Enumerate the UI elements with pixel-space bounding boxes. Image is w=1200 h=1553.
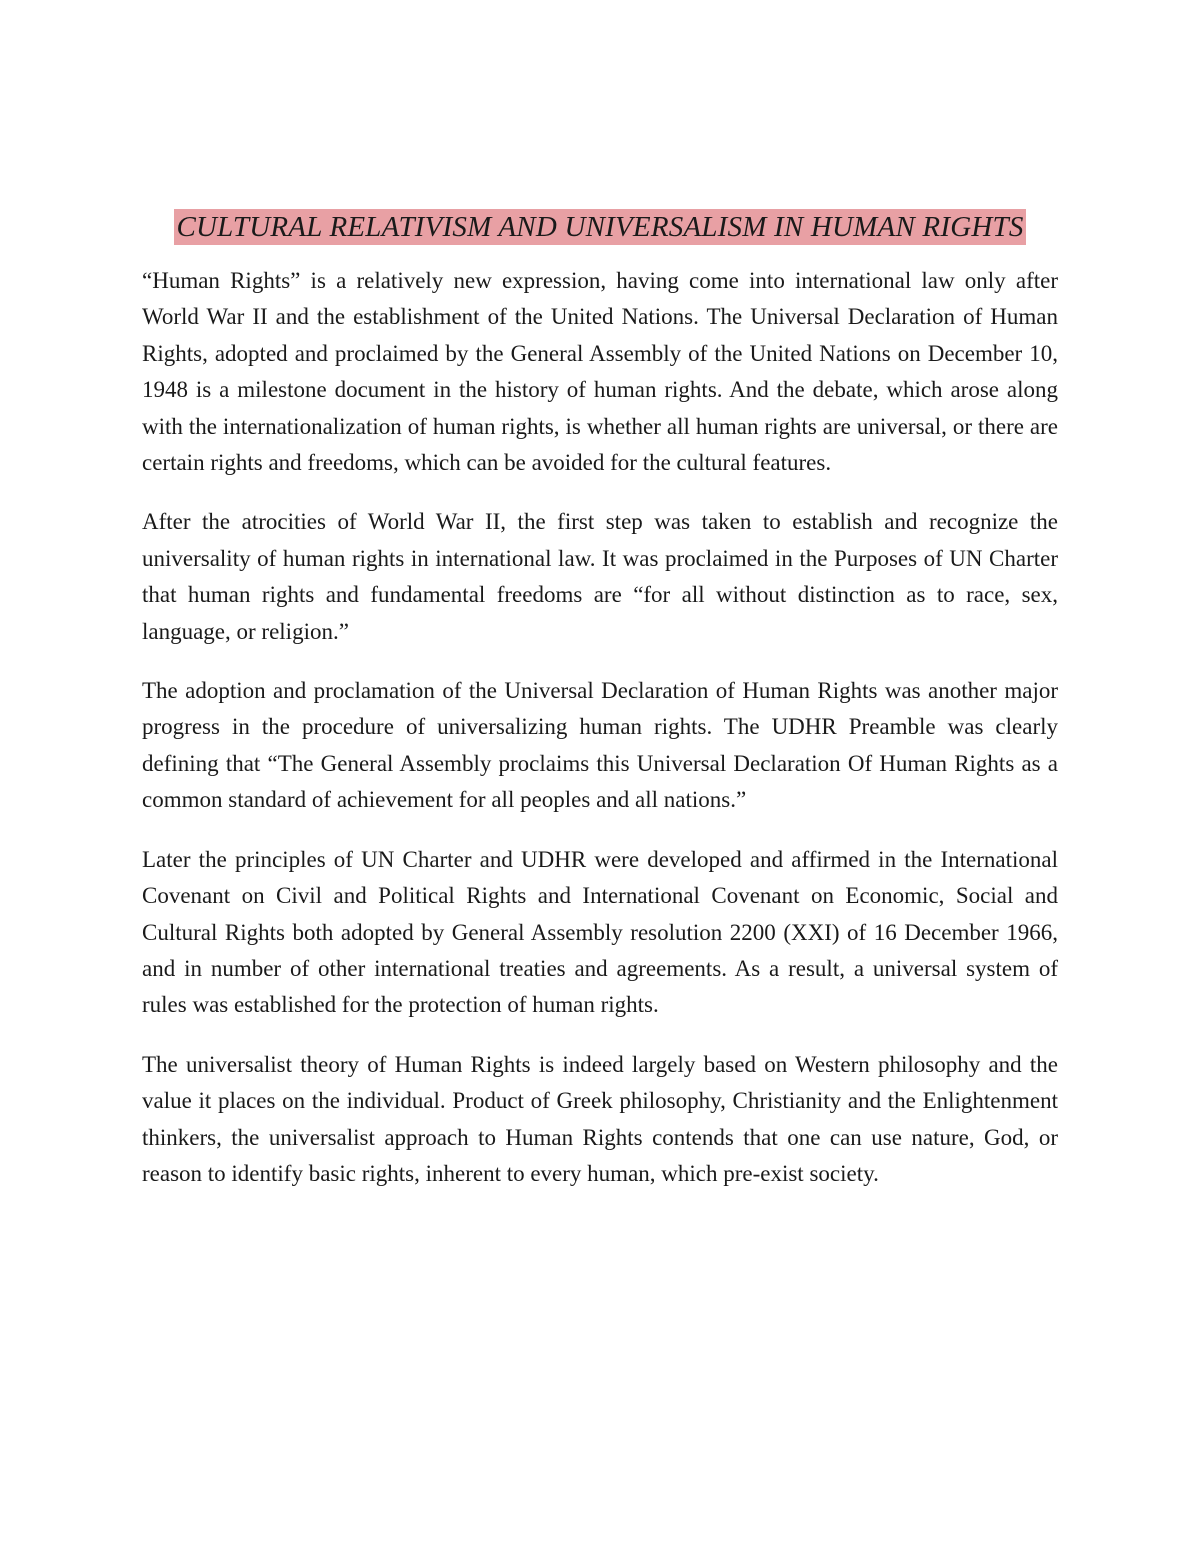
document-title [142, 205, 1058, 249]
paragraph-3: The adoption and proclamation of the Universal Declaration of Human Rights was another major progress in the procedure of universalizing human rights. The UDHR Preamble was clearly defining that “The General Assembly proclaims this Universal Declaration Of Human Rights as a common standard of achievement for all peoples and all nations.” [142, 678, 1058, 813]
paragraph-1: “Human Rights” is a relatively new expression, having come into international law only after World War II and the establishment of the United Nations. The Universal Declaration of Human Rights, adopted and proclaimed by the General Assembly of the United Nations on December 10, 1948 is a milestone document in the history of human rights. And the debate, which arose along with the internationalization of human rights, is whether all human rights are universal, or there are certain rights and freedoms, which can be avoided for the cultural features. [142, 268, 1058, 476]
document-page [142, 205, 1058, 1215]
paragraph-5: The universalist theory of Human Rights is indeed largely based on Western philosophy and the value it places on the individual. Product of Greek philosophy, Christianity and the Enlightenment thinkers, the universalist approach to Human Rights contends that one can use nature, God, or reason to identify basic rights, inherent to every human, which pre-exist society. [142, 1051, 1058, 1186]
paragraph-4: Later the principles of UN Charter and UDHR were developed and affirmed in the International Covenant on Civil and Political Rights and International Covenant on Economic, Social and Cultural Rights both adopted by General Assembly resolution 2200 (XXI) of 16 December 1966, and in number of other international treaties and agreements. As a result, a universal system of rules was established for the protection of human rights. [142, 846, 1058, 1018]
paragraph-2: After the atrocities of World War II, the first step was taken to establish and recognize the universality of human rights in international law. It was proclaimed in the Purposes of UN Charter that human rights and fundamental freedoms are “for all without distinction as to race, sex, language, or religion.” [142, 509, 1058, 644]
title-highlight: CULTURAL RELATIVISM AND UNIVERSALISM IN HUMAN RIGHTS [176, 211, 1024, 243]
